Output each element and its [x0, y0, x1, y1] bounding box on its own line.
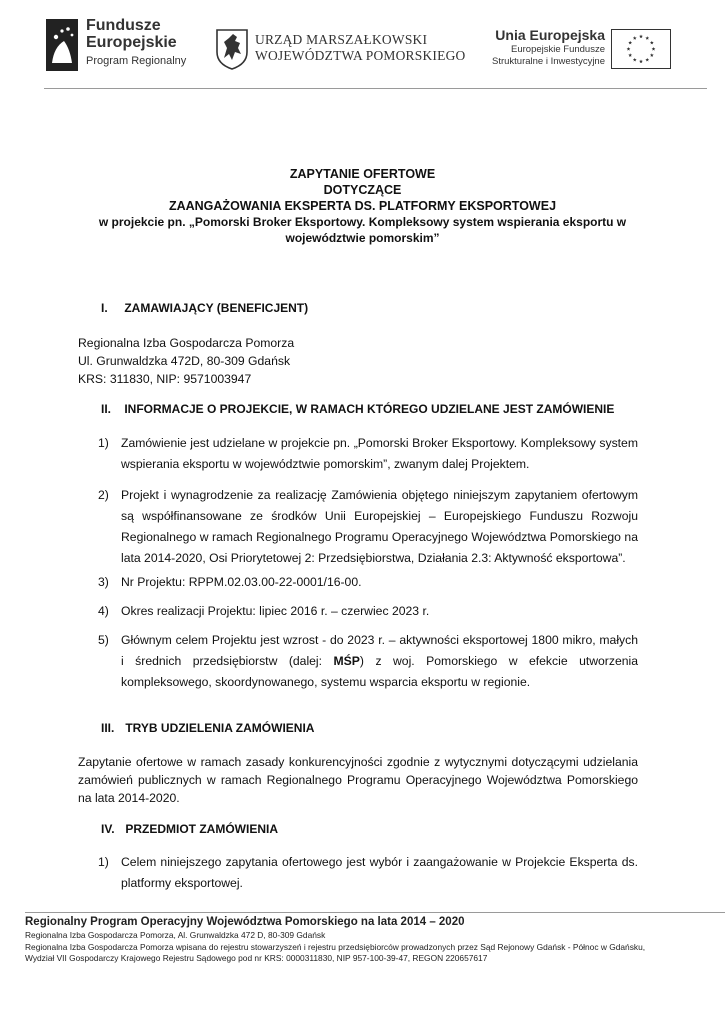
footer-address: Regionalna Izba Gospodarcza Pomorza, Al. Grunwaldzka 472 D, 80-309 Gdańsk [25, 930, 326, 940]
list-item-number: 2) [98, 488, 109, 502]
title-line-2: DOTYCZĄCE [323, 183, 402, 197]
section-2-number: II. [101, 402, 112, 416]
msp-abbreviation: MŚP [333, 654, 360, 668]
fundusze-europejskie-logo [46, 17, 186, 77]
ue-logo-sub2: Strukturalne i Inwestycyjne [492, 56, 605, 67]
header-divider [44, 88, 707, 89]
contracting-authority [78, 334, 638, 388]
list-item-text [121, 630, 638, 693]
um-logo-line2: WOJEWÓDZTWA POMORSKIEGO [255, 48, 466, 63]
section-4-heading [101, 822, 278, 836]
section-4-number: IV. [101, 822, 115, 836]
urzad-marszalkowski-logo [215, 28, 466, 72]
list-item-number: 3) [98, 575, 109, 589]
fe-logo-line1: Fundusze [86, 17, 161, 34]
list-item [98, 601, 638, 622]
eu-flag-icon [611, 29, 671, 69]
authority-address: Ul. Grunwaldzka 472D, 80-309 Gdańsk [78, 354, 291, 368]
list-item-number: 1) [98, 855, 109, 869]
title-line-1: ZAPYTANIE OFERTOWE [289, 167, 436, 181]
list-item [98, 433, 638, 475]
list-item-text: Nr Projektu: RPPM.02.03.00-22-0001/16-00. [121, 575, 362, 589]
list-item-text: Projekt i wynagrodzenie za realizację Zamówienia objętego niniejszym zapytaniem ofertowym są współfinansowane ze środków Unii Europejskiej – Europejskiego Funduszu Rozwoju Regionalnego w ramach Regionalnego Programu Operacyjnego Województwa Pomorskiego na lata 2014-2020, Osi Priorytetowej 2: Przedsiębiorstwa, Działania 2.3: Aktywność eksportowa”. [121, 488, 638, 565]
title-line-4: w projekcie pn. „Pomorski Broker Eksportowy. Kompleksowy system wspierania eksportu w [98, 215, 627, 229]
unia-europejska-logo [480, 22, 690, 74]
section-1-heading [101, 301, 308, 315]
fundusze-europejskie-mark-icon [46, 19, 78, 71]
document-title [44, 166, 681, 246]
footer-divider [25, 912, 725, 913]
list-item-text-part: Głównym celem Projektu jest wzrost - do 2023 r. – aktywności eksportowej 1800 mikro, małych i średnich przedsiębiorstw (dalej: [121, 633, 638, 668]
pomorskie-griffin-crest-icon [215, 28, 249, 70]
procedure-paragraph: Zapytanie ofertowe w ramach zasady konkurencyjności zgodnie z wytycznymi dotyczącymi udzielania zamówień publicznych w ramach Regionalnego Programu Operacyjnego Województwa Pomorskiego na lata 2014-2020. [78, 755, 638, 805]
list-item-number: 1) [98, 436, 109, 450]
list-item-text: Celem niniejszego zapytania ofertowego jest wybór i zaangażowanie w Projekcie Eksperta ds. platformy eksportowej. [121, 855, 638, 890]
um-logo-line1: URZĄD MARSZAŁKOWSKI [255, 32, 428, 47]
list-item-text: Zamówienie jest udzielane w projekcie pn. „Pomorski Broker Eksportowy. Kompleksowy system wspierania eksportu w województwie pomorskim”, zwanym dalej Projektem. [121, 436, 638, 471]
section-1-number: I. [101, 301, 108, 315]
section-3-number: III. [101, 721, 115, 735]
ue-logo-sub1: Europejskie Fundusze [511, 44, 605, 55]
fe-logo-line2: Europejskie [86, 34, 177, 51]
section-3-heading [101, 721, 314, 735]
footer-registration: Regionalna Izba Gospodarcza Pomorza wpisana do rejestru stowarzyszeń i rejestru przedsiębiorców prowadzonych przez Sąd Rejonowy Gdańsk - Północ w Gdańsku, [25, 941, 646, 952]
title-line-3: ZAANGAŻOWANIA EKSPERTA DS. PLATFORMY EKSPORTOWEJ [168, 199, 557, 213]
list-item-text: Okres realizacji Projektu: lipiec 2016 r. – czerwiec 2023 r. [121, 604, 430, 618]
page-header [0, 0, 725, 92]
page-footer [25, 914, 715, 965]
list-item-number: 4) [98, 604, 109, 618]
authority-name: Regionalna Izba Gospodarcza Pomorza [78, 336, 295, 350]
list-item [98, 572, 638, 593]
section-4-title: PRZEDMIOT ZAMÓWIENIA [125, 822, 278, 836]
section-2-title: INFORMACJE O PROJEKCIE, W RAMACH KTÓREGO UDZIELANE JEST ZAMÓWIENIE [124, 402, 615, 416]
section-3-title: TRYB UDZIELENIA ZAMÓWIENIA [125, 721, 315, 735]
fe-logo-sub: Program Regionalny [86, 55, 187, 67]
list-item [98, 630, 638, 693]
footer-krs-nip-regon: Wydział VII Gospodarczy Krajowego Rejestru Sądowego pod nr KRS: 0000311830, NIP 957-100-39-47, REGON 220657617 [25, 953, 488, 964]
list-item [98, 485, 638, 569]
list-item [98, 852, 638, 894]
authority-registry: KRS: 311830, NIP: 9571003947 [78, 372, 252, 386]
section-1-title: ZAMAWIAJĄCY (BENEFICJENT) [124, 301, 309, 315]
list-item-number: 5) [98, 633, 109, 647]
list-item-text-part: ) z woj. Pomorskiego w efekcie utworzenia kompleksowego, skoordynowanego, systemu wsparcia eksportu w regionie. [121, 654, 639, 689]
ue-logo-title: Unia Europejska [495, 27, 605, 43]
section-2-heading [101, 402, 614, 416]
footer-title: Regionalny Program Operacyjny Województwa Pomorskiego na lata 2014 – 2020 [25, 916, 465, 928]
title-line-5: województwie pomorskim” [285, 231, 440, 245]
